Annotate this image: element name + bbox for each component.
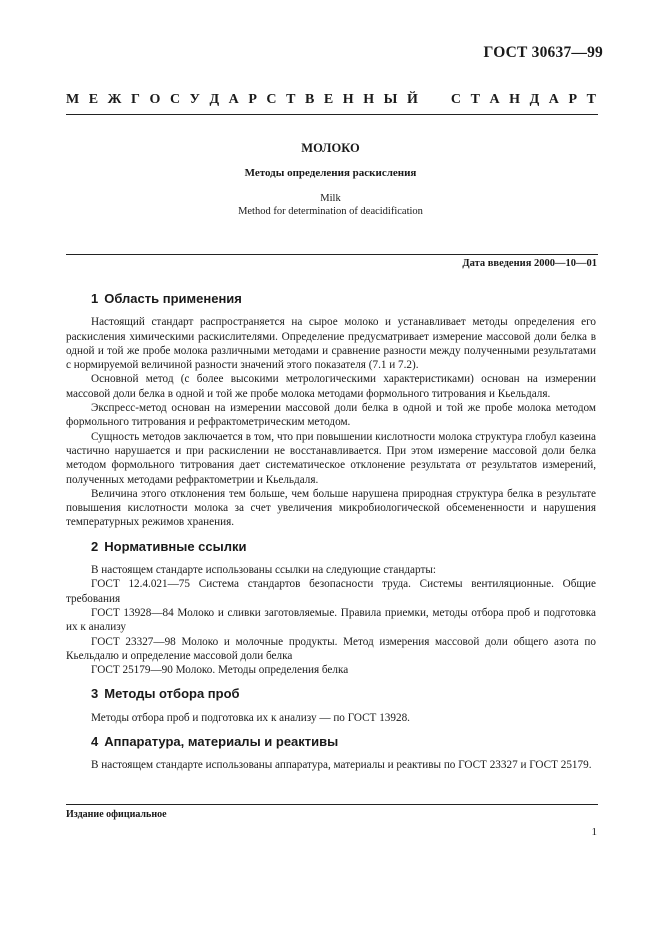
document-title: МОЛОКО <box>301 141 360 155</box>
banner-letter: С <box>169 92 181 107</box>
banner-letter: У <box>189 92 200 107</box>
section-number: 2 <box>91 538 99 554</box>
section-apparatus <box>66 735 596 773</box>
banner-letter: А <box>548 92 559 107</box>
reference-item: ГОСТ 25179—90 Молоко. Методы определения белка <box>91 664 349 677</box>
header-divider <box>66 114 598 115</box>
document-body <box>66 292 596 783</box>
interstate-standard-banner <box>66 92 596 108</box>
banner-letter: Р <box>568 92 578 107</box>
paragraph: Настоящий стандарт распространяется на сырое молоко и устанавливает методы определения его раскисления химическими раскислителями. Определение предусматривает измерение массовой доли белка в одной и той же пробе молока различными методами и сравнение разности между полученными результатами с нормируемой величиной разности значений этого показателя (7.1 и 7.2). <box>66 316 596 372</box>
banner-letter: Н <box>363 92 375 107</box>
banner-letter: А <box>228 92 239 107</box>
section-title: Методы отбора проб <box>104 686 240 702</box>
document-title-en: Milk <box>320 193 341 204</box>
paragraph: Сущность методов заключается в том, что при повышении кислотности молока структура глобул казеина частично нарушается и при раскислении не восстанавливается. При этом измерение массовой доли белка методом формольного титрования дает систематическое отклонение результата от результатов измерений, полученных методами рефрактометрии и Кьельдаля. <box>66 430 596 486</box>
standard-code: ГОСТ 30637—99 <box>483 44 603 61</box>
banner-letter: Е <box>323 92 334 107</box>
section-scope <box>66 292 596 530</box>
banner-letter: Е <box>88 92 99 107</box>
introduction-date: Дата введения 2000—10—01 <box>462 258 597 269</box>
section-title: Область применения <box>104 291 242 306</box>
banner-letter: Н <box>509 92 521 107</box>
banner-word-gap <box>427 92 441 108</box>
banner-letter: Т <box>470 92 480 107</box>
paragraph: Величина этого отклонения тем больше, чем больше нарушена природная структура белка в результате повышения кислотности молока за счет увеличения микробиологической обсемененности и нарушения температурных режимов хранения. <box>66 487 596 529</box>
paragraph: Экспресс-метод основан на измерении массовой доли белка в одной и той же пробе молока методом формольного титрования и рефрактометрическим методом. <box>66 402 596 429</box>
page-number: 1 <box>591 826 597 838</box>
reference-item: ГОСТ 13928—84 Молоко и сливки заготовляемые. Правила приемки, методы отбора проб и подготовка их к анализу <box>66 606 596 634</box>
official-edition-label: Издание официальное <box>66 809 167 820</box>
paragraph: В настоящем стандарте использованы аппаратура, материалы и реактивы по ГОСТ 23327 и ГОСТ 25179. <box>91 759 592 772</box>
banner-letter: Г <box>131 92 140 107</box>
reference-item: ГОСТ 23327—98 Молоко и молочные продукты. Метод измерения массовой доли общего азота по Кьельдалю и определение массовой доли белка <box>66 635 596 662</box>
banner-letter: Д <box>209 92 220 107</box>
section-heading <box>91 735 596 749</box>
section-heading <box>91 687 596 701</box>
footer-divider <box>66 804 598 805</box>
banner-letter: О <box>149 92 161 107</box>
banner-letter: Й <box>406 92 418 107</box>
banner-letter: С <box>450 92 462 107</box>
banner-letter: С <box>266 92 277 107</box>
banner-letter: Ж <box>107 92 122 107</box>
section-title: Нормативные ссылки <box>104 538 247 554</box>
banner-letter: Т <box>586 92 596 107</box>
banner-letter: Д <box>529 92 540 107</box>
banner-letter: Ы <box>383 92 398 107</box>
banner-letter: А <box>489 92 500 107</box>
section-number: 1 <box>91 291 99 306</box>
section-sampling <box>66 687 596 725</box>
section-number: 3 <box>91 686 99 702</box>
paragraph: В настоящем стандарте использованы ссылки на следующие стандарты: <box>91 564 436 577</box>
document-subtitle-ru: Методы определения раскисления <box>244 167 417 179</box>
banner-letter: Т <box>286 92 296 107</box>
reference-item: ГОСТ 12.4.021—75 Система стандартов безопасности труда. Системы вентиляционные. Общие требования <box>66 578 596 605</box>
section-heading <box>91 540 596 554</box>
document-subtitle-en: Method for determination of deacidification <box>238 206 423 217</box>
banner-letter: Р <box>248 92 257 107</box>
section-heading <box>91 292 596 306</box>
paragraph: Методы отбора проб и подготовка их к анализу — по ГОСТ 13928. <box>91 711 410 724</box>
section-title: Аппаратура, материалы и реактивы <box>104 734 339 750</box>
title-divider <box>66 254 598 255</box>
banner-letter: М <box>66 92 80 107</box>
paragraph: Основной метод (с более высокими метрологическими характеристиками) основан на измерении массовой доли белка в одной и той же пробе молока методами формольного титрования и Кьельдаля. <box>66 373 596 400</box>
banner-letter: В <box>304 92 315 107</box>
banner-letter: Н <box>342 92 354 107</box>
section-normative-references <box>66 540 596 678</box>
section-number: 4 <box>91 734 99 750</box>
